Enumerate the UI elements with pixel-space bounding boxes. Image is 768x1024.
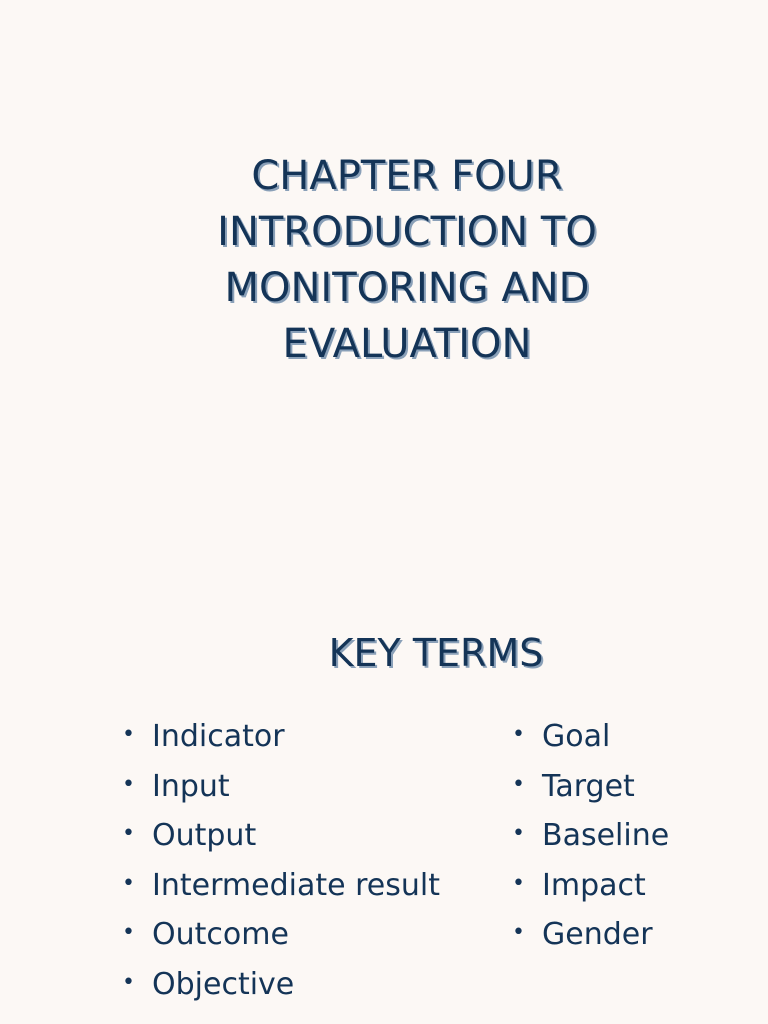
bullet-icon: • [122, 870, 135, 896]
bullet-icon: • [122, 722, 135, 747]
title-line-2: INTRODUCTION TO [217, 209, 597, 255]
term-label: Input [152, 768, 230, 804]
term-label: Output [152, 818, 257, 853]
key-terms-list-right [512, 712, 669, 960]
term-label: Goal [542, 719, 611, 754]
list-item [512, 861, 669, 911]
bullet-icon: • [512, 821, 525, 846]
bullet-icon: • [512, 920, 525, 945]
list-item [122, 861, 440, 911]
bullet-icon: • [512, 771, 525, 797]
chapter-title [0, 148, 768, 372]
term-label: Baseline [542, 818, 670, 853]
list-item [122, 762, 440, 812]
title-line-3: MONITORING AND [224, 265, 590, 311]
term-label: Objective [152, 966, 295, 1002]
term-label: Outcome [152, 917, 289, 952]
term-label: Target [542, 768, 635, 804]
key-terms-heading: KEY TERMS [328, 631, 544, 675]
bullet-icon: • [512, 722, 525, 747]
list-item [122, 712, 440, 762]
list-item [122, 960, 440, 1010]
key-terms-list-left [122, 712, 440, 1009]
list-item [512, 712, 669, 762]
bullet-icon: • [122, 821, 135, 846]
title-line-4: EVALUATION [282, 321, 532, 367]
bullet-icon: • [122, 771, 135, 797]
title-line-1: CHAPTER FOUR [251, 153, 563, 199]
term-label: Intermediate result [152, 867, 440, 903]
list-item [512, 762, 669, 812]
list-item [512, 910, 669, 960]
list-item [122, 910, 440, 960]
list-item [122, 811, 440, 861]
list-item [512, 811, 669, 861]
bullet-icon: • [122, 920, 135, 945]
term-label: Impact [542, 867, 646, 903]
bullet-icon: • [122, 969, 135, 995]
term-label: Gender [542, 917, 653, 952]
bullet-icon: • [512, 870, 525, 896]
term-label: Indicator [152, 719, 285, 754]
